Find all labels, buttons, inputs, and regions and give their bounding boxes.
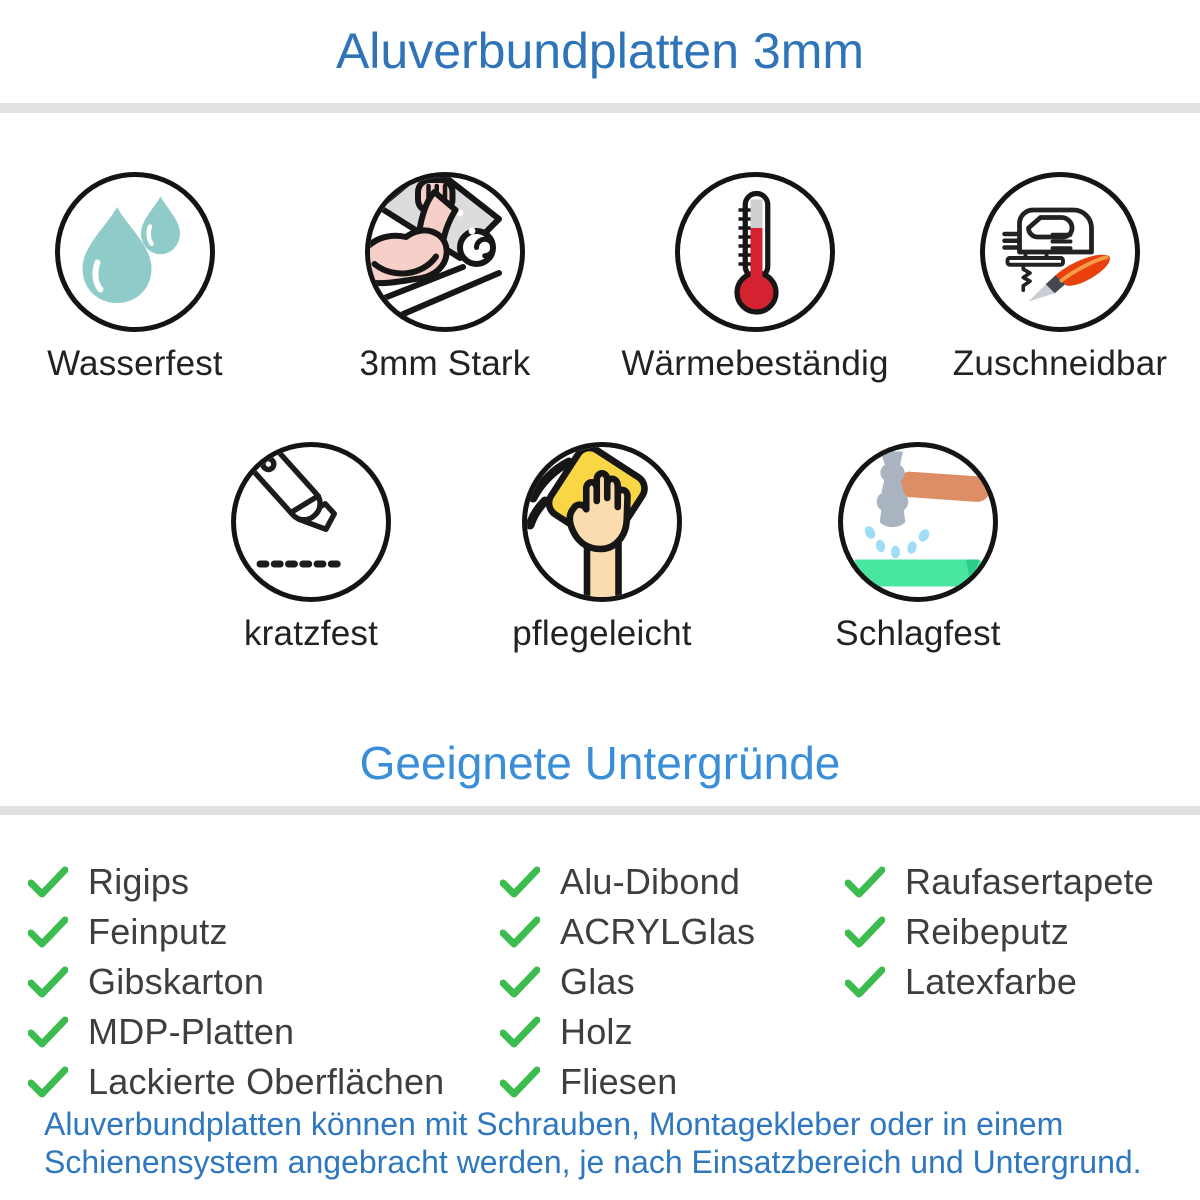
water-drops-icon [55,172,215,332]
feature-3mm-stark [325,172,565,384]
feature-label: Wärmebeständig [621,344,889,383]
flexed-arm-panel-icon [365,172,525,332]
substrate-label: Raufasertapete [905,861,1154,902]
substrate-label: Glas [560,961,635,1002]
substrate-item [845,907,1154,957]
substrate-label: ACRYLGlas [560,911,756,952]
substrate-item [28,907,444,957]
thermometer-icon [675,172,835,332]
page-title: Aluverbundplatten 3mm [335,23,865,79]
substrate-item [500,907,755,957]
check-icon [28,1016,68,1049]
divider-top [0,103,1200,113]
divider-middle [0,806,1200,815]
feature-label: pflegeleicht [512,614,692,653]
hammer-impact-icon [838,442,998,602]
check-icon [28,1066,68,1099]
substrate-label: Holz [560,1011,633,1052]
check-icon [28,916,68,949]
feature-schlagfest [798,442,1038,654]
feature-label: Zuschneidbar [952,344,1168,383]
check-icon [500,1016,540,1049]
feature-label: 3mm Stark [359,344,531,383]
jigsaw-knife-icon [980,172,1140,332]
substrate-label: Latexfarbe [905,961,1078,1002]
substrate-item [500,1057,755,1107]
substrate-item [500,857,755,907]
substrate-label: Reibeputz [905,911,1069,952]
feature-waermebestaendig [621,172,889,384]
mounting-note-line-1: Aluverbundplatten können mit Schrauben, Montagekleber oder in einem [44,1106,1064,1142]
mounting-note [44,1106,1184,1181]
feature-pflegeleicht [482,442,722,654]
substrate-label: Gibskarton [88,961,265,1002]
check-icon [500,966,540,999]
substrate-column-3 [845,857,1154,1007]
feature-label: Wasserfest [47,344,223,383]
check-icon [500,866,540,899]
substrate-item [28,1007,444,1057]
wiping-hand-cloth-icon [522,442,682,602]
substrate-label: Alu-Dibond [560,861,741,902]
mounting-note-line-2: Schienensystem angebracht werden, je nach Einsatzbereich und Untergrund. [44,1143,1142,1180]
substrate-item [28,1057,444,1107]
substrate-item [845,957,1154,1007]
check-icon [500,1066,540,1099]
check-icon [28,966,68,999]
check-icon [845,966,885,999]
utility-knife-icon [231,442,391,602]
check-icon [845,916,885,949]
substrate-column-1 [28,857,444,1107]
feature-kratzfest [191,442,431,654]
substrate-item [845,857,1154,907]
substrate-label: MDP-Platten [88,1011,295,1052]
substrate-column-2 [500,857,755,1107]
feature-wasserfest [15,172,255,384]
feature-label: Schlagfest [835,614,1001,653]
substrate-label: Lackierte Oberflächen [88,1061,445,1102]
check-icon [500,916,540,949]
check-icon [845,866,885,899]
substrate-item [500,957,755,1007]
feature-zuschneidbar [940,172,1180,384]
substrate-label: Feinputz [88,911,228,952]
check-icon [28,866,68,899]
feature-label: kratzfest [243,614,379,653]
substrate-item [500,1007,755,1057]
section-title-untergruende: Geeignete Untergründe [359,737,841,789]
substrate-item [28,857,444,907]
substrate-label: Fliesen [560,1061,678,1102]
substrate-item [28,957,444,1007]
substrate-label: Rigips [88,861,190,902]
